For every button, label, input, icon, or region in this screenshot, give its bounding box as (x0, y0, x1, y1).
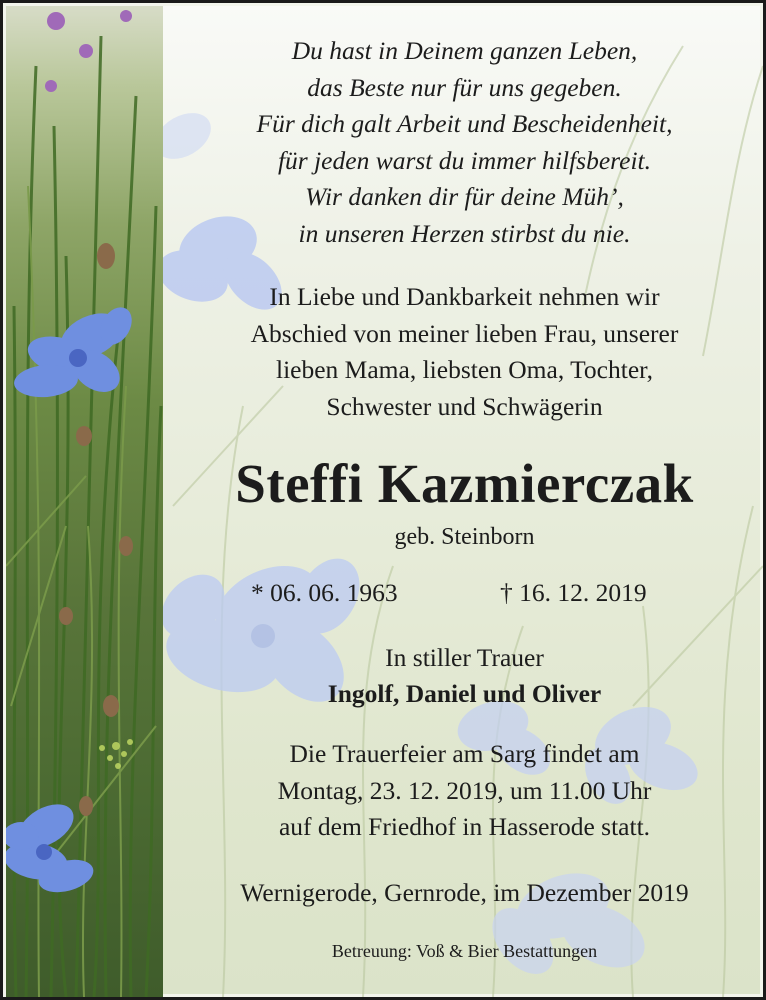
birth-name: geb. Steinborn (394, 524, 535, 550)
funeral-service-info (163, 736, 766, 846)
mourner-names: Ingolf, Daniel und Oliver (327, 679, 602, 708)
service-line: auf dem Friedhof in Hasserode statt. (278, 812, 651, 841)
obituary-text (163, 3, 766, 1000)
poem-line: in unseren Herzen stirbst du nie. (298, 218, 631, 248)
memorial-poem (163, 33, 766, 252)
intro-line: lieben Mama, liebsten Oma, Tochter, (276, 355, 653, 384)
farewell-intro (163, 279, 766, 425)
place-and-date: Wernigerode, Gernrode, im Dezember 2019 (240, 878, 689, 907)
life-dates (163, 576, 766, 610)
death-date: † 16. 12. 2019 (500, 578, 647, 607)
poem-line: Wir danken dir für deine Müh’, (305, 182, 624, 211)
meadow-photo-strip (6, 6, 163, 997)
intro-line: Abschied von meiner lieben Frau, unserer (250, 318, 679, 348)
intro-line: Schwester und Schwägerin (326, 391, 603, 421)
poem-line: Du hast in Deinem ganzen Leben, (291, 36, 638, 65)
chicory-flower-icon (13, 302, 138, 401)
poem-line: das Beste nur für uns gegeben. (307, 72, 622, 102)
deceased-name: Steffi Kazmierczak (235, 453, 694, 514)
grass-flower-illustration (6, 6, 163, 997)
service-line: Die Trauerfeier am Sarg findet am (289, 739, 640, 768)
mourning-phrase: In stiller Trauer (385, 643, 544, 672)
poem-line: Für dich galt Arbeit und Bescheidenheit, (256, 109, 673, 138)
poem-line: für jeden warst du immer hilfsbereit. (277, 145, 652, 175)
mourners-block (163, 640, 766, 712)
intro-line: In Liebe und Dankbarkeit nehmen wir (269, 282, 660, 311)
funeral-home-credit: Betreuung: Voß & Bier Bestattungen (331, 941, 598, 961)
birth-date: * 06. 06. 1963 (251, 578, 398, 607)
service-line: Montag, 23. 12. 2019, um 11.00 Uhr (277, 775, 652, 805)
